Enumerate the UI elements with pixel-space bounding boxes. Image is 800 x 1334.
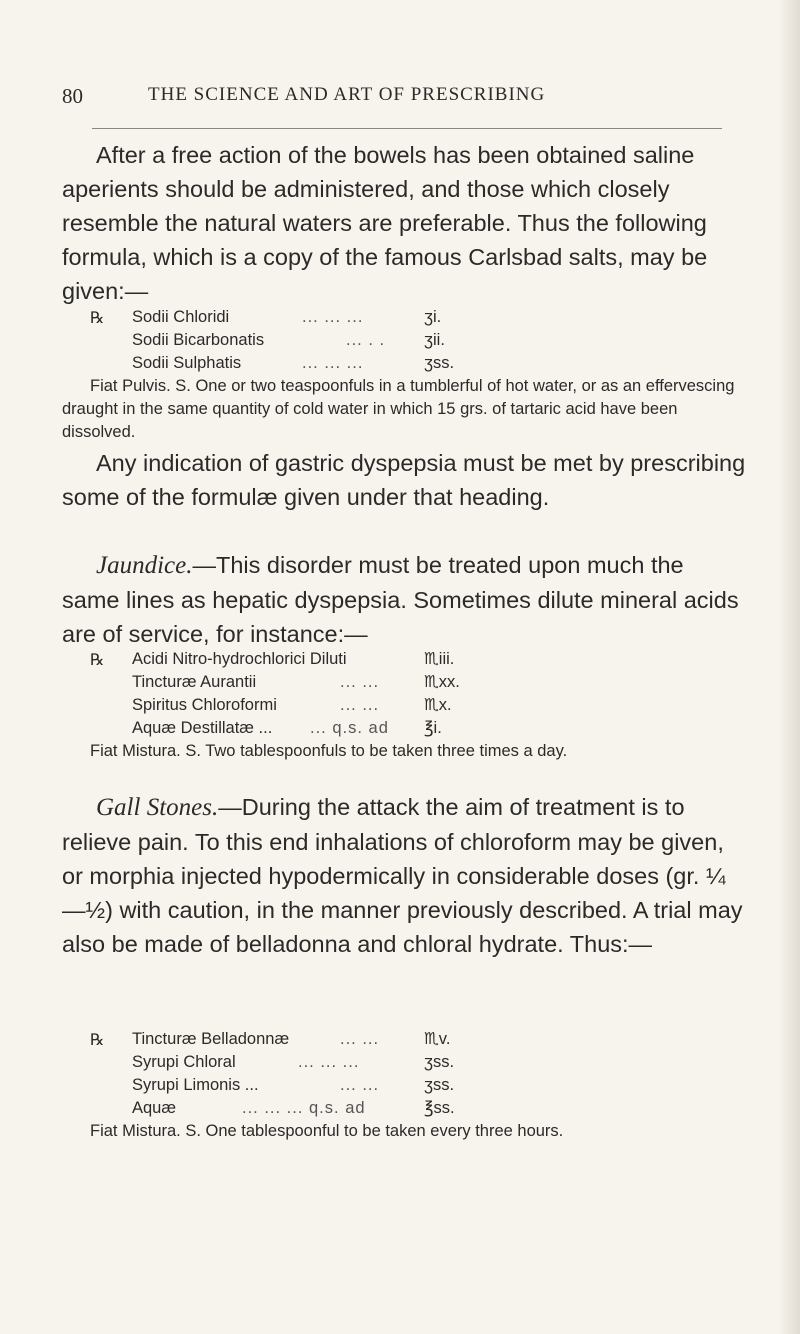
page-edge-shadow [778,0,800,1334]
leader-dots: ... ... [340,673,380,691]
rx-line [62,1051,742,1074]
prescription-2 [62,648,747,763]
ingredient-name: Tincturæ Belladonnæ [132,1030,290,1048]
ingredient-name: Sodii Bicarbonatis [132,331,265,349]
leader-dots: ... ... ... [302,354,364,372]
paragraph-4-block [62,790,747,961]
paragraph-4-text: —During the attack the aim of treatment is to relieve pain. To this end inhalations of chloroform may be given, or morphia injected hypodermically in considerable doses (gr. ¼—½) with caution, in the manner previously described. A trial may also be made of belladonna and chloral hydrate. Thus:— [62,794,743,957]
prescription-1 [62,306,747,444]
prescription-directions: Fiat Mistura. S. Two tablespoonfuls to be taken three times a day. [90,742,568,760]
rx-line [62,1074,742,1097]
section-heading-jaundice: Jaundice. [96,552,193,579]
rx-line [62,1028,742,1051]
ingredient-quantity: ♏iii. [424,650,455,668]
rx-line [62,694,742,717]
recipe-symbol: ℞ [90,308,105,327]
header-rule [92,128,722,129]
ingredient-quantity: ʒss. [424,1076,455,1094]
paragraph-2-block [62,446,747,514]
ingredient-quantity: ʒi. [424,308,442,326]
prescription-directions: Fiat Pulvis. S. One or two teaspoonfuls in a tumblerful of hot water, or as an effervescing draught in the same quantity of cold water in which 15 grs. of tartaric acid have been dissolved. [62,377,735,441]
ingredient-quantity: ♏xx. [424,673,460,691]
ingredient-quantity: ℥ss. [424,1099,455,1117]
rx-line [62,717,742,740]
leader-dots: ... q.s. ad [310,719,389,737]
ingredient-name: Syrupi Chloral [132,1053,236,1071]
ingredient-quantity: ♏x. [424,696,452,714]
paragraph-3-block [62,548,747,651]
rx-line [62,648,742,671]
leader-dots: ... ... ... [298,1053,360,1071]
section-heading-gall-stones: Gall Stones. [96,794,219,821]
leader-dots: ... ... ... [302,308,364,326]
paragraph-1: After a free action of the bowels has been obtained saline aperients should be administered, and those which closely resemble the natural waters are preferable. Thus the following formula, which is a copy of the famous Carlsbad salts, may be given:— [62,142,708,304]
ingredient-name: Tincturæ Aurantii [132,673,257,691]
leader-dots: ... ... ... q.s. ad [242,1099,366,1117]
leader-dots: ... . . [346,331,386,349]
ingredient-quantity: ʒii. [424,331,445,349]
paragraph-3-text: —This disorder must be treated upon much the same lines as hepatic dyspepsia. Sometimes dilute mineral acids are of service, for instance:— [62,552,739,647]
recipe-symbol: ℞ [90,1030,105,1049]
ingredient-name: Syrupi Limonis ... [132,1076,259,1094]
ingredient-quantity: ℥i. [424,719,442,737]
ingredient-name: Spiritus Chloroformi [132,696,277,714]
prescription-3 [62,1028,747,1143]
leader-dots: ... ... [340,696,380,714]
ingredient-quantity: ʒss. [424,354,455,372]
prescription-directions: Fiat Mistura. S. One tablespoonful to be taken every three hours. [90,1122,564,1140]
paragraph-1-block [62,138,747,308]
rx-line [62,306,742,329]
ingredient-name: Acidi Nitro-hydrochlorici Diluti [132,650,347,668]
ingredient-name: Sodii Sulphatis [132,354,242,372]
ingredient-quantity: ʒss. [424,1053,455,1071]
rx-line [62,671,742,694]
paragraph-2: Any indication of gastric dyspepsia must be met by prescribing some of the formulæ given under that heading. [62,450,746,510]
rx-line [62,1097,742,1120]
leader-dots: ... ... [340,1030,380,1048]
rx-line [62,329,742,352]
running-title: THE SCIENCE AND ART OF PRESCRIBING [148,84,546,105]
ingredient-name: Sodii Chloridi [132,308,230,326]
ingredient-name: Aquæ Destillatæ ... [132,719,273,737]
page-number: 80 [62,84,83,108]
leader-dots: ... ... [340,1076,380,1094]
paragraph-3 [62,548,747,651]
ingredient-quantity: ♏v. [424,1030,451,1048]
recipe-symbol: ℞ [90,650,105,669]
rx-line [62,352,742,375]
ingredient-name: Aquæ [132,1099,177,1117]
paragraph-4 [62,790,747,961]
